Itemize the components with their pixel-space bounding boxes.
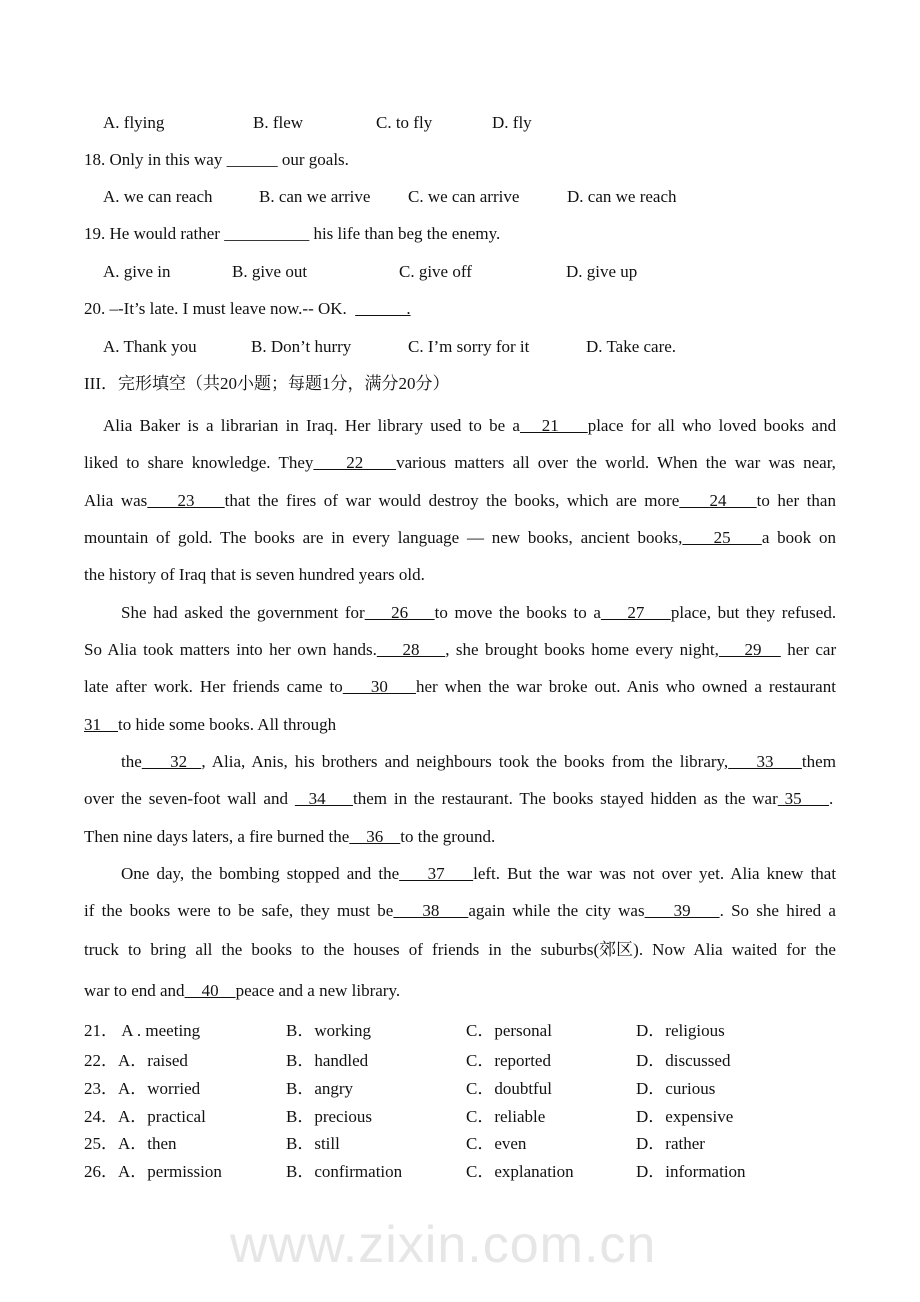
passage-text: her when the war broke out. Anis who owned a restaurant [415,677,836,696]
passage-text: Then nine days laters, a fire burned the [84,827,350,846]
passage-text: various matters all over the world. When the war was near, [396,453,836,472]
q17-option-d: D. fly [492,113,532,132]
answer-blank: 25 [682,528,762,547]
passage-text: She had asked the government for [121,603,365,622]
passage-text: Alia was [84,491,148,510]
passage-text: again while the city was [468,901,645,920]
answer-blank: 30 [342,677,416,696]
passage-text: . So she hired a [719,901,836,920]
cloze-option: C．doubtful [466,1079,552,1098]
answer-blank: 23 [147,491,225,510]
answer-blank: 39 [644,901,720,920]
passage-text: her car [780,640,837,659]
answer-blank: 36 [349,827,401,846]
cloze-option: B．handled [286,1051,369,1070]
q20-stem-text: 20. –-It’s late. I must leave now.-- OK. [84,299,356,318]
passage-line [84,564,836,586]
cloze-option: 23．A．worried [84,1079,201,1098]
cloze-option: D．religious [636,1021,725,1040]
passage-text: war to end and [84,981,185,1000]
q18-stem: 18. Only in this way ______ our goals. [84,150,349,169]
passage-text: to hide some books. All through [118,715,337,734]
cloze-option: D．curious [636,1079,716,1098]
q17-option-b: B. flew [253,113,304,132]
q19-stem: 19. He would rather __________ his life than beg the enemy. [84,224,501,243]
passage-line [121,602,836,624]
passage-text: , she brought books home every night, [445,640,719,659]
passage-line [84,639,836,661]
cloze-option: B．confirmation [286,1162,403,1181]
q20-option-c: C. I’m sorry for it [408,337,530,356]
passage-line [84,939,836,961]
answer-blank: 38 [393,901,469,920]
answer-blank: 31 [84,715,118,734]
passage-text: to move the books to a [434,603,601,622]
passage-text: to the ground. [400,827,496,846]
passage-text: the history of Iraq that is seven hundred years old. [84,565,425,584]
passage-text: r [772,789,778,808]
passage-line [84,980,836,1002]
passage-line [84,527,836,549]
passage-text: late after work. Her friends came to [84,677,343,696]
passage-line [84,490,836,512]
cloze-option: C．reported [466,1051,551,1070]
passage-text: truck to bring all the books to the houses of friends in the suburbs(郊区). Now Alia waited for the [84,940,836,959]
q18-option-d: D. can we reach [567,187,677,206]
answer-blank: 34 [294,789,354,808]
cloze-option: C．explanation [466,1162,574,1181]
answer-blank: 29 [718,640,781,659]
passage-line [84,714,836,736]
cloze-option: B．precious [286,1107,372,1126]
cloze-option: D．information [636,1162,746,1181]
answer-blank: 27 [600,603,671,622]
passage-text: . [829,789,834,808]
passage-text: that the fires of war would destroy the books, which are more [224,491,680,510]
cloze-option: 24．A．practical [84,1107,206,1126]
passage-text: over the seven-foot wall and [84,789,295,808]
passage-line [84,788,836,810]
passage-text: to her than [756,491,836,510]
q20-blank: ______. [355,299,411,318]
passage-text: if the books were to be safe, they must be [84,901,394,920]
answer-blank: 40 [184,981,236,1000]
answer-blank: 28 [376,640,446,659]
cloze-option: 26．A．permission [84,1162,222,1181]
answer-blank: 37 [399,864,474,883]
cloze-option: B．working [286,1021,371,1040]
watermark: www.zixin.com.cn [230,1216,657,1274]
passage-text: liked to share knowledge. They [84,453,314,472]
q20-option-b: B. Don’t hurry [251,337,352,356]
cloze-option: D．expensive [636,1107,734,1126]
passage-text: them [801,752,836,771]
cloze-option: 21． A . meeting [84,1021,201,1040]
q20-option-a: A. Thank you [103,337,197,356]
q17-option-c: C. to fly [376,113,433,132]
answer-blank: 35 [777,789,830,808]
passage-line [121,751,836,773]
passage-line [84,900,836,922]
q20-stem [84,298,836,320]
passage-text: the [121,752,142,771]
cloze-option: C．personal [466,1021,552,1040]
cloze-option: B．still [286,1134,340,1153]
q17-option-a: A. flying [103,113,165,132]
q19-option-c: C. give off [399,262,472,281]
passage-text: place, but they refused. [670,603,837,622]
cloze-option: D．rather [636,1134,705,1153]
passage-line [103,415,836,437]
answer-blank: 33 [728,752,802,771]
passage-text: place for all who loved books and [587,416,837,435]
passage-text: a book on [761,528,836,547]
passage-text: So Alia took matters into her own hands. [84,640,377,659]
passage-text: left. But the war was not over yet. Alia knew that [473,864,837,883]
q18-option-b: B. can we arrive [259,187,371,206]
q19-option-d: D. give up [566,262,638,281]
answer-blank: 21 [519,416,588,435]
cloze-option: 25．A．then [84,1134,177,1153]
section-3-title: III．完形填空（共20小题；每题1分，满分20分） [84,374,450,393]
answer-blank: 24 [679,491,757,510]
passage-text: , Alia, Anis, his brothers and neighbours took the books from the library, [201,752,729,771]
q19-option-b: B. give out [232,262,308,281]
passage-line [84,676,836,698]
answer-blank: 32 [141,752,202,771]
cloze-option: C．even [466,1134,527,1153]
passage-line [84,452,836,474]
cloze-option: 22．A．raised [84,1051,188,1070]
q18-option-c: C. we can arrive [408,187,520,206]
cloze-option: B．angry [286,1079,354,1098]
passage-text: mountain of gold. The books are in every language — new books, ancient books, [84,528,683,547]
passage-line [121,863,836,885]
passage-text: them in the restaurant. The books stayed hidden as the wa [353,789,773,808]
passage-text: One day, the bombing stopped and the [121,864,400,883]
passage-line [84,826,836,848]
answer-blank: 22 [313,453,397,472]
cloze-option: C．reliable [466,1107,546,1126]
passage-text: peace and a new library. [235,981,401,1000]
q18-option-a: A. we can reach [103,187,213,206]
passage-text: Alia Baker is a librarian in Iraq. Her library used to be a [103,416,520,435]
cloze-option: D．discussed [636,1051,731,1070]
q20-option-d: D. Take care. [586,337,677,356]
q19-option-a: A. give in [103,262,171,281]
answer-blank: 26 [364,603,435,622]
